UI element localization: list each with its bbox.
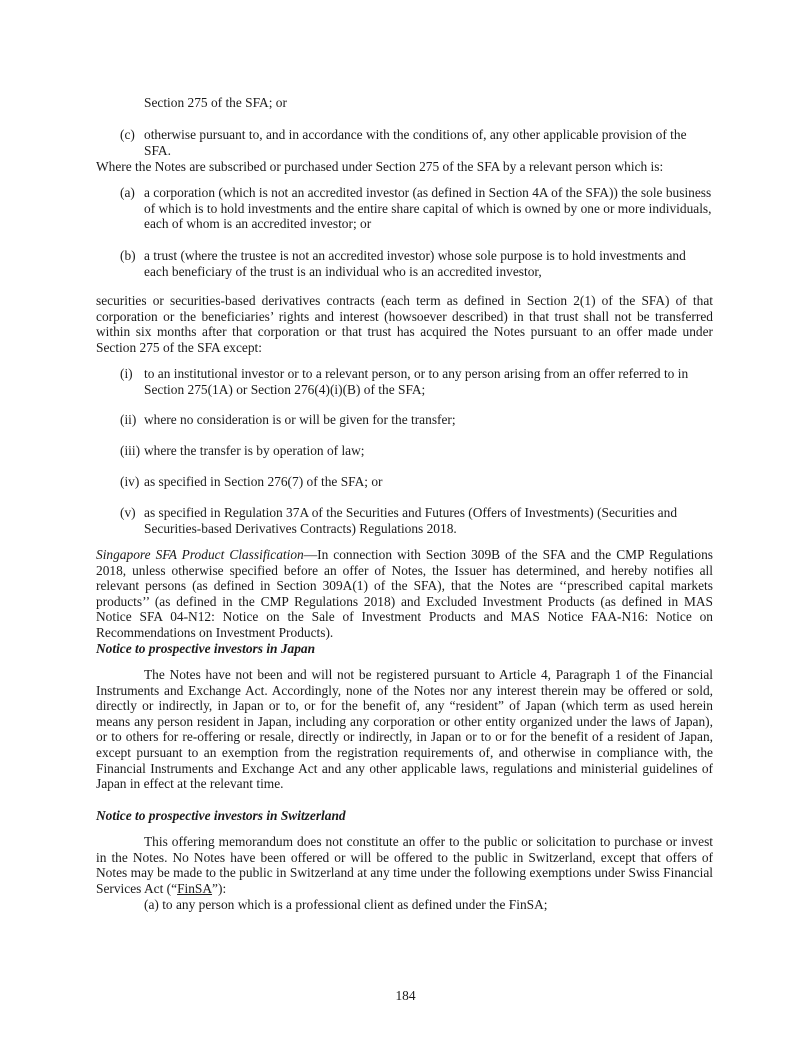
list-item-text: where the transfer is by operation of law; [144, 443, 365, 458]
list-item-iv [120, 474, 713, 490]
switzerland-text-before: This offering memorandum does not constitute an offer to the public or solicitation to purchase or invest in the Notes. No Notes have been offered or will be offered to the public in Switzerland, except that offers of Notes may be made to the public in Switzerland at any time under the following exemptions under Swiss Financial Services Act (“ [96, 834, 713, 896]
section-heading-japan: Notice to prospective investors in Japan [96, 641, 316, 656]
list-item-text: a corporation (which is not an accredited investor (as defined in Section 4A of the SFA)) the sole business of which is to hold investments and the entire share capital of which is owned by one or more individuals, each of whom is an accredited investor; or [144, 185, 712, 232]
list-item-label: (a) [120, 185, 135, 200]
list-item-a [120, 185, 713, 232]
finsa-defined-term: FinSA [177, 880, 213, 896]
page-number: 184 [395, 988, 416, 1003]
switzerland-text-after: ”): [212, 880, 227, 896]
list-item-label: (v) [120, 505, 136, 520]
list-item-v [120, 505, 713, 536]
sfa-classification-paragraph [96, 547, 713, 641]
sfa-classification-lead: Singapore SFA Product Classification [96, 547, 304, 562]
list-item-iii [120, 443, 713, 459]
section-heading-switzerland: Notice to prospective investors in Switzerland [96, 808, 346, 823]
list-item-text: to an institutional investor or to a relevant person, or to any person arising from an offer referred to in Section 275(1A) or Section 276(4)(i)(B) of the SFA; [144, 366, 689, 397]
list-item-label: (i) [120, 366, 133, 381]
list-item-text: where no consideration is or will be given for the transfer; [144, 412, 456, 427]
list-item-label: (b) [120, 248, 136, 263]
paragraph-where: Where the Notes are subscribed or purchased under Section 275 of the SFA by a relevant person which is: [96, 159, 664, 174]
list-item-ii [120, 412, 713, 428]
list-item-c [120, 127, 713, 158]
list-item-label: (ii) [120, 412, 137, 427]
continuation-line: Section 275 of the SFA; or [144, 95, 287, 110]
list-item-label: (c) [120, 127, 135, 142]
list-item-text: as specified in Regulation 37A of the Securities and Futures (Offers of Investments) (Securities and Securities-based Derivatives Contracts) Regulations 2018. [144, 505, 678, 536]
list-item-b [120, 248, 713, 279]
list-item-label: (iv) [120, 474, 140, 489]
list-item-text: a trust (where the trustee is not an accredited investor) whose sole purpose is to hold investments and each beneficiary of the trust is an individual who is an accredited investor, [144, 248, 686, 279]
paragraph-securities: securities or securities-based derivatives contracts (each term as defined in Section 2(1) of the SFA) of that corporation or the beneficiaries’ rights and interest (howsoever described) in that trust shall not be transferred within six months after that corporation or that trust has acquired the Notes pursuant to an offer made under Section 275 of the SFA except: [96, 293, 713, 355]
list-item-i [120, 366, 713, 397]
switzerland-paragraph [96, 834, 713, 896]
sfa-classification-text: —In connection with Section 309B of the SFA and the CMP Regulations 2018, unless otherwise specified before an offer of Notes, the Issuer has determined, and hereby notifies all relevant persons (as defined in Section 309A(1) of the SFA), that the Notes are ‘‘prescribed capital markets products’’ (as defined in the CMP Regulations 2018) and Excluded Investment Products (as defined in MAS Notice SFA 04-N12: Notice on the Sale of Investment Products and MAS Notice FAA-N16: Notice on Recommendations on Investment Products). [96, 547, 713, 640]
japan-paragraph: The Notes have not been and will not be registered pursuant to Article 4, Paragraph 1 of the Financial Instruments and Exchange Act. Accordingly, none of the Notes nor any interest therein may be offered or sold, directly or indirectly, in Japan or to, or for the benefit of, any “resident” of Japan (which term as used herein means any person resident in Japan, including any corporation or other entity organized under the laws of Japan), or to others for re-offering or resale, directly or indirectly, in Japan or to or for the benefit of a resident of Japan, except pursuant to an exemption from the registration requirements of, and otherwise in compliance with, the Financial Instruments and Exchange Act and any other applicable laws, regulations and ministerial guidelines of Japan in effect at the relevant time. [96, 667, 713, 792]
list-item-label: (iii) [120, 443, 141, 458]
list-item-text: as specified in Section 276(7) of the SFA; or [144, 474, 383, 489]
list-item-text: otherwise pursuant to, and in accordance with the conditions of, any other applicable provision of the SFA. [144, 127, 687, 158]
switzerland-item-a: (a) to any person which is a professional client as defined under the FinSA; [144, 897, 548, 912]
